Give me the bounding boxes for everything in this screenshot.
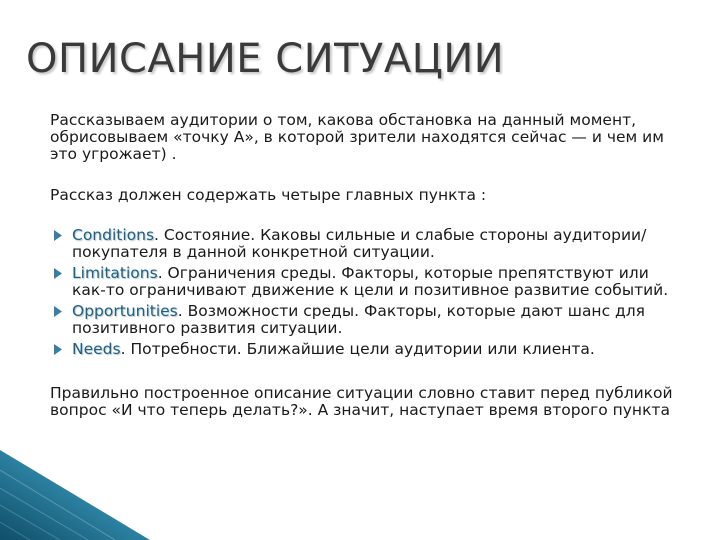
bullet-term: Limitations <box>72 264 158 282</box>
bullet-list <box>50 227 680 358</box>
triangle-bullet-icon <box>53 229 63 242</box>
bullet-term: Conditions <box>72 226 155 244</box>
corner-decoration <box>0 450 150 540</box>
triangle-bullet-icon <box>53 343 63 356</box>
bullet-item-limitations <box>50 265 680 299</box>
slide-title: ОПИСАНИЕ СИТУАЦИИ <box>26 36 505 82</box>
bullet-text: . Состояние. Каковы сильные и слабые стороны аудитории/покупателя в данной конкретной ситуации. <box>72 226 647 261</box>
slide-body <box>50 112 680 419</box>
bullet-text: . Ограничения среды. Факторы, которые препятствуют или как-то ограничивают движение к цели и позитивное развитие событий. <box>72 264 669 299</box>
triangle-bullet-icon <box>53 267 63 280</box>
bullet-term: Opportunities <box>72 302 178 320</box>
lead-paragraph: Рассказ должен содержать четыре главных пункта : <box>50 186 487 204</box>
bullet-term: Needs <box>72 340 121 358</box>
conclusion-paragraph: Правильно построенное описание ситуации словно ставит перед публикой вопрос «И что теперь делать?». А значит, наступает время второго пункта <box>50 384 673 419</box>
bullet-item-conditions <box>50 227 680 261</box>
triangle-bullet-icon <box>53 305 63 318</box>
intro-paragraph: Рассказываем аудитории о том, какова обстановка на данный момент, обрисовываем «точку А», в которой зрители находятся сейчас — и чем им это угрожает) . <box>50 111 664 163</box>
bullet-item-needs <box>50 341 680 358</box>
bullet-text: . Потребности. Ближайшие цели аудитории или клиента. <box>120 340 595 358</box>
bullet-item-opportunities <box>50 303 680 337</box>
bullet-text: . Возможности среды. Факторы, которые дают шанс для позитивного развития ситуации. <box>72 302 645 337</box>
